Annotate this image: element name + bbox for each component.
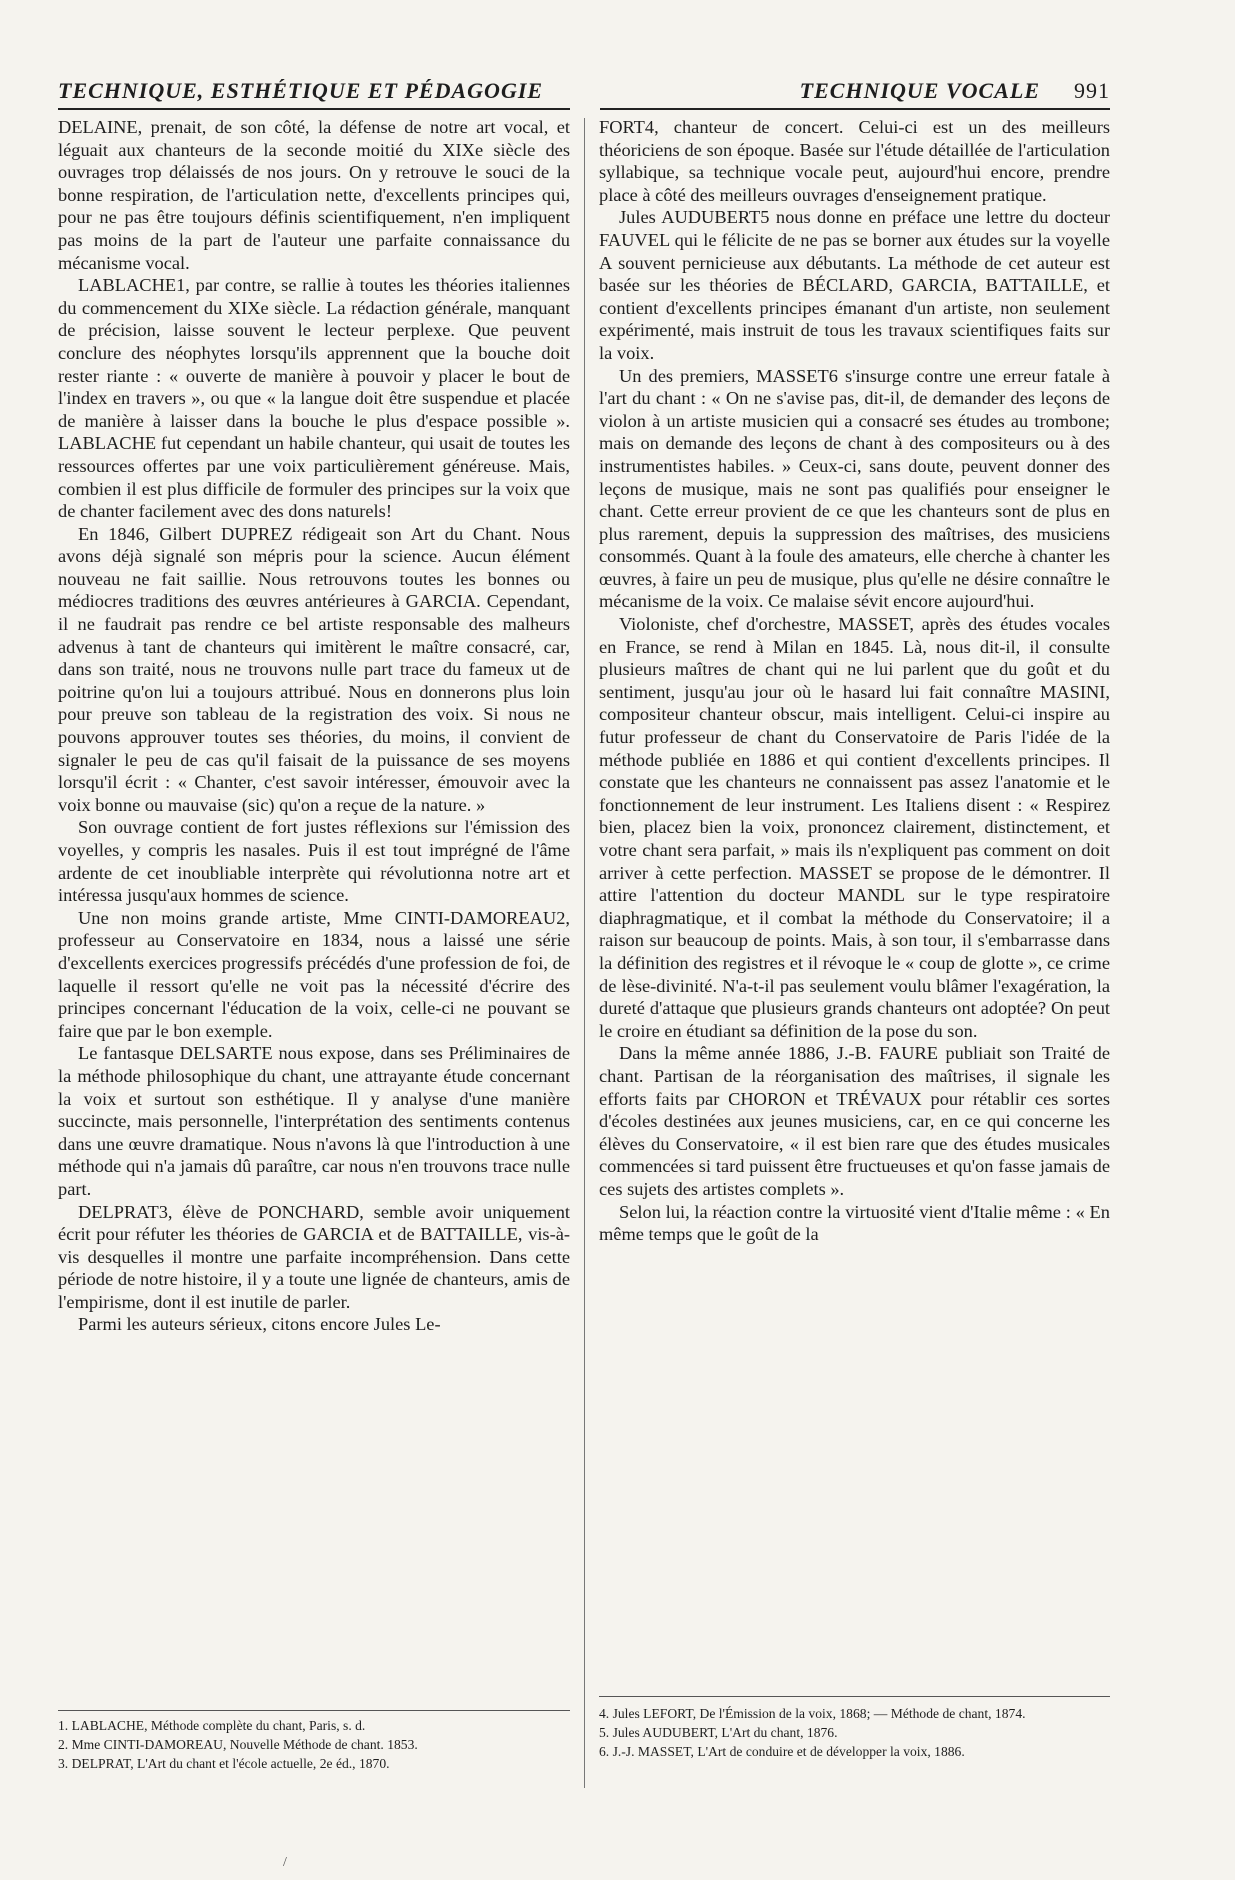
header-right-title: TECHNIQUE VOCALE	[799, 78, 1040, 103]
paragraph: Violoniste, chef d'orchestre, MASSET, après des études vocales en France, se rend à Milan en 1845. Là, nous dit-il, il consulte plusieurs maîtres de chant qui ne lui parlent que du goût et du sentiment, jusqu'au jour où le hasard lui fait connaître MASINI, compositeur chanteur obscur, mais intelligent. Celui-ci inspire au futur professeur de chant du Conservatoire de Paris l'idée de la méthode publiée en 1886 et qui contient d'excellents principes. Il constate que les chanteurs ne connaissent pas assez l'anatomie et le fonctionnement de leur instrument. Les Italiens disent : « Respirez bien, placez bien la voix, prononcez clairement, distinctement, et votre chant sera parfait, » mais ils n'expliquent pas comment on doit arriver à cette perfection. MASSET se propose de le démontrer. Il attire l'attention du docteur MANDL sur le type respiratoire diaphragmatique, et il combat la méthode du Conservatoire; il a raison sur beaucoup de points. Mais, à son tour, il s'embarrasse dans la définition des registres et il révoque le « coup de glotte », ce crime de lèse-divinité. N'a-t-il pas seulement voulu blâmer l'exagération, la dureté d'attaque que plusieurs grands chanteurs ont adoptée? On peut le croire en étudiant sa définition de la pose du son.	[599, 614, 1110, 1041]
paragraph: FORT4, chanteur de concert. Celui-ci est un des meilleurs théoriciens de son époque. Basée sur l'étude détaillée de l'articulation syllabique, sa technique vocale peut, aujourd'hui encore, prendre place à côté des meilleurs ouvrages d'enseignement pratique.	[599, 117, 1110, 205]
left-column	[58, 116, 570, 1336]
paragraph: Un des premiers, MASSET6 s'insurge contre une erreur fatale à l'art du chant : « On ne s'avise pas, dit-il, de demander des leçons de violon à un artiste musicien qui a consacré ses études au trombone; mais on demande des leçons de chant à des compositeurs ou à des instrumentistes habiles. » Ceux-ci, sans doute, peuvent donner des leçons de musique, mais ne sont pas qualifiés pour enseigner le chant. Cette erreur provient de ce que les chanteurs sont de plus en plus rarement, depuis la suppression des maîtrises, des musiciens consommés. Quant à la foule des amateurs, elle cherche à chanter les œuvres, à faire un peu de musique, plus qu'elle ne désire connaître le mécanisme de la voix. Ce malaise sévit encore aujourd'hui.	[599, 365, 1110, 612]
paragraph: DELAINE, prenait, de son côté, la défense de notre art vocal, et léguait aux chanteurs de la seconde moitié du XIXe siècle des ouvrages trop délaissés de nos jours. On y retrouve le souci de la bonne respiration, de l'articulation nette, d'excellents principes qui, pour ne pas être toujours définis scientifiquement, n'en impliquent pas moins de la part de l'auteur une parfaite connaissance du mécanisme vocal.	[58, 117, 570, 273]
page-number: 991	[1074, 78, 1110, 103]
paragraph: Une non moins grande artiste, Mme CINTI-DAMOREAU2, professeur au Conservatoire en 1834, nous a laissé une série d'excellents exercices progressifs précédés d'une profession de foi, de laquelle il ressort qu'elle ne voit pas la nécessité d'écrire des principes concernant l'éducation de la voix, celle-ci ne pouvant se faire que par le bon exemple.	[58, 907, 570, 1041]
footnote: 1. LABLACHE, Méthode complète du chant, Paris, s. d.	[58, 1718, 366, 1733]
stray-mark: /	[283, 1855, 287, 1870]
column-divider	[584, 118, 585, 1788]
footnote: 5. Jules AUDUBERT, L'Art du chant, 1876.	[599, 1724, 838, 1740]
header-rule-right	[600, 108, 1110, 110]
footnotes-left	[58, 1710, 570, 1773]
paragraph: LABLACHE1, par contre, se rallie à toutes les théories italiennes du commencement du XIXe siècle. La rédaction générale, manquant de précision, laisse souvent le lecteur perplexe. Que peuvent conclure des néophytes lorsqu'ils apprennent que la bouche doit rester riante : « ouverte de manière à pouvoir y placer le bout de l'index en travers », ou que « la langue doit être suspendue et placée de manière à laisser dans la bouche le plus d'espace possible ». LABLACHE fut cependant un habile chanteur, qui usait de toutes les ressources offertes par une voix particulièrement généreuse. Mais, combien il est plus difficile de formuler des principes sur la voix que de chanter facilement avec des dons naturels!	[58, 275, 570, 522]
right-column	[599, 116, 1110, 1246]
footnotes-right	[599, 1696, 1110, 1761]
paragraph: Parmi les auteurs sérieux, citons encore Jules Le-	[78, 1314, 441, 1335]
footnote: 3. DELPRAT, L'Art du chant et l'école actuelle, 2e éd., 1870.	[58, 1755, 390, 1771]
paragraph: En 1846, Gilbert DUPREZ rédigeait son Art du Chant. Nous avons déjà signalé son mépris pour la science. Aucun élément nouveau ne fait saillie. Nous retrouvons toutes les bonnes ou médiocres traditions des œuvres antérieures à GARCIA. Cependant, il ne faudrait pas rendre ce bel artiste responsable des malheurs advenus à tant de chanteurs qui imitèrent le maître consacré, car, dans son traité, nous ne trouvons nulle part trace du fameux ut de poitrine qu'on lui a toujours attribué. Nous en donnerons plus loin pour preuve son tableau de la registration des voix. Si nous ne pouvons approuver toutes ses théories, du moins, il convient de signaler le peu de cas qu'il faisait de la puissance de ses moyens lorsqu'il écrit : « Chanter, c'est savoir intéresser, émouvoir avec la voix bonne ou mauvaise (sic) qu'on a reçue de la nature. »	[58, 523, 570, 815]
footnote: 6. J.-J. MASSET, L'Art de conduire et de développer la voix, 1886.	[599, 1743, 965, 1759]
footnote: 2. Mme CINTI-DAMOREAU, Nouvelle Méthode de chant. 1853.	[58, 1736, 418, 1752]
footnote: 4. Jules LEFORT, De l'Émission de la voix, 1868; — Méthode de chant, 1874.	[599, 1706, 1026, 1721]
running-header	[58, 78, 1110, 112]
paragraph: Le fantasque DELSARTE nous expose, dans ses Préliminaires de la méthode philosophique du chant, une attrayante étude concernant la voix et surtout son esthétique. Il y analyse d'une manière succincte, mais personnelle, l'interprétation des sentiments contenus dans une œuvre dramatique. Nous n'avons là que l'introduction à une méthode qui n'a jamais dû paraître, car nous n'en trouvons trace nulle part.	[58, 1043, 570, 1199]
paragraph: DELPRAT3, élève de PONCHARD, semble avoir uniquement écrit pour réfuter les théories de GARCIA et de BATTAILLE, vis-à-vis desquelles il montre une parfaite incompréhension. Dans cette période de notre histoire, il y a toute une lignée de chanteurs, amis de l'empirisme, dont il est inutile de parler.	[58, 1201, 570, 1312]
paragraph: Jules AUDUBERT5 nous donne en préface une lettre du docteur FAUVEL qui le félicite de ne pas se borner aux études sur la voyelle A souvent pernicieuse aux débutants. La méthode de cet auteur est basée sur les théories de BÉCLARD, GARCIA, BATTAILLE, et contient d'excellents principes émanant d'un artiste, non seulement expérimenté, mais instruit de tous les travaux scientifiques faits sur la voix.	[599, 207, 1110, 363]
header-left-title: TECHNIQUE, ESTHÉTIQUE ET PÉDAGOGIE	[58, 78, 544, 103]
header-rule-left	[58, 108, 570, 110]
paragraph: Selon lui, la réaction contre la virtuosité vient d'Italie même : « En même temps que le goût de la	[599, 1201, 1110, 1245]
paragraph: Dans la même année 1886, J.-B. FAURE publiait son Traité de chant. Partisan de la réorganisation des maîtrises, il signale les efforts faits par CHORON et TRÉVAUX pour rétablir ces sortes d'écoles destinées aux jeunes musiciens, car, en ce qui concerne les élèves du Conservatoire, « il est bien rare que des études musicales commencées si tard puissent être fructueuses et qu'on fasse jamais de ces sujets des artistes complets ».	[599, 1043, 1110, 1199]
paragraph: Son ouvrage contient de fort justes réflexions sur l'émission des voyelles, y compris les nasales. Puis il est tout imprégné de l'âme ardente de cet inoubliable interprète qui révolutionna notre art et intéressa jusqu'aux hommes de science.	[58, 817, 570, 906]
